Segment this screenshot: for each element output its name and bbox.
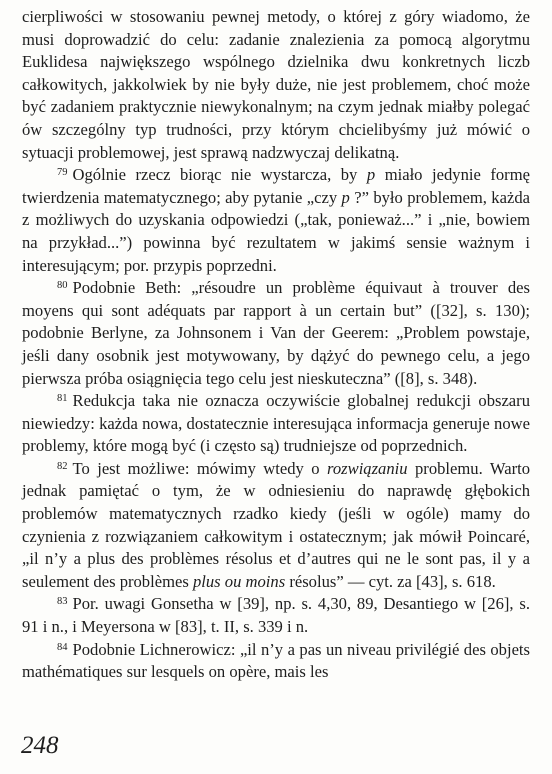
text-segment: résolus” — cyt. za [43], s. 618. (285, 571, 496, 591)
text-segment: ?” było problemem, każda z możliwych do uzyskania odpowiedzi („tak, ponieważ...” i „nie, bowiem na przykład...”) powinna być rezultatem w jakimś sensie ważnym i interesującym; por. przypis poprzedni. (22, 187, 530, 275)
footnote-83 (22, 593, 530, 638)
text-segment: Redukcja taka nie oznacza oczywiście globalnej redukcji obszaru niewiedzy: każda nowa, dostatecznie interesująca informacja generuje nowe problemy, które mogą być (i często są) trudniejsze od poprzednich. (22, 391, 530, 456)
footnote-80 (22, 277, 530, 390)
footnote-number: 83 (57, 596, 68, 608)
text-segment: To jest możliwe: mówimy wtedy o (72, 458, 328, 478)
text-segment: Ogólnie rzecz biorąc nie wystarcza, by (72, 165, 367, 185)
text-segment: Podobnie Beth: „résoudre un problème équivaut à trouver des moyens qui sont adéquats par rapport à un certain but” ([32], s. 130); podobnie Berlyne, za Johnsonem i Van der Geerem: „Problem powstaje, jeśli dany osobnik jest motywowany, by dążyć do pewnego celu, a jego pierwsza próba osiągnięcia tego celu jest nieskuteczna” ([8], s. 348). (22, 278, 530, 388)
text-segment: cierpliwości w stosowaniu pewnej metody, o której z góry wiadomo, że musi doprowadzić do celu: zadanie znalezienia za pomocą algorytmu Euklidesa największego wspólnego dzielnika dwu konkretnych liczb całkowitych, jakkolwiek by nie były duże, nie jest problemem, choć może być zadaniem praktycznie niewykonalnym; na czym jednak miałby polegać ów szczególny typ trudności, przy którym chcielibyśmy już mówić o sytuacji problemowej, jest sprawą nadzwyczaj delikatną. (22, 7, 530, 162)
footnote-78-continuation (22, 6, 530, 164)
footnote-number: 81 (57, 393, 68, 405)
text-segment-italic: p (341, 187, 350, 207)
footnote-84 (22, 639, 530, 684)
footnote-81 (22, 390, 530, 458)
footnote-number: 82 (57, 460, 68, 472)
text-segment-italic: p (366, 165, 376, 185)
footnotes-text (22, 6, 530, 684)
text-segment-italic: plus ou moins (192, 571, 286, 591)
footnote-82 (22, 458, 530, 594)
text-segment: problemu. Warto jednak pamiętać o tym, że w odniesieniu do naprawdę głębokich problemów matematycznych rzadko kiedy (jeśli w ogóle) mamy do czynienia z rozwiązaniem całkowitym i ostatecznym; jak mówił Poincaré, „il n’y a plus des problèmes résolus et d’autres qui ne le sont pas, il y a seulement des problèmes (22, 458, 531, 591)
page-number: 248 (21, 732, 59, 759)
text-segment: miało jedynie formę twierdzenia matematycznego; aby pytanie „czy (22, 165, 530, 207)
footnote-number: 79 (57, 167, 68, 179)
footnote-79 (22, 164, 530, 277)
text-segment: Por. uwagi Gonsetha w [39], np. s. 4,30, 89, Desantiego w [26], s. 91 i n., i Meyersona w [83], t. II, s. 339 i n. (22, 594, 530, 637)
text-segment-italic: rozwiązaniu (327, 458, 408, 478)
text-segment: Podobnie Lichnerowicz: „il n’y a pas un niveau privilégié des objets mathématiques sur lesquels on opère, mais les (22, 639, 530, 682)
footnote-number: 80 (57, 280, 68, 292)
footnote-number: 84 (57, 641, 68, 653)
